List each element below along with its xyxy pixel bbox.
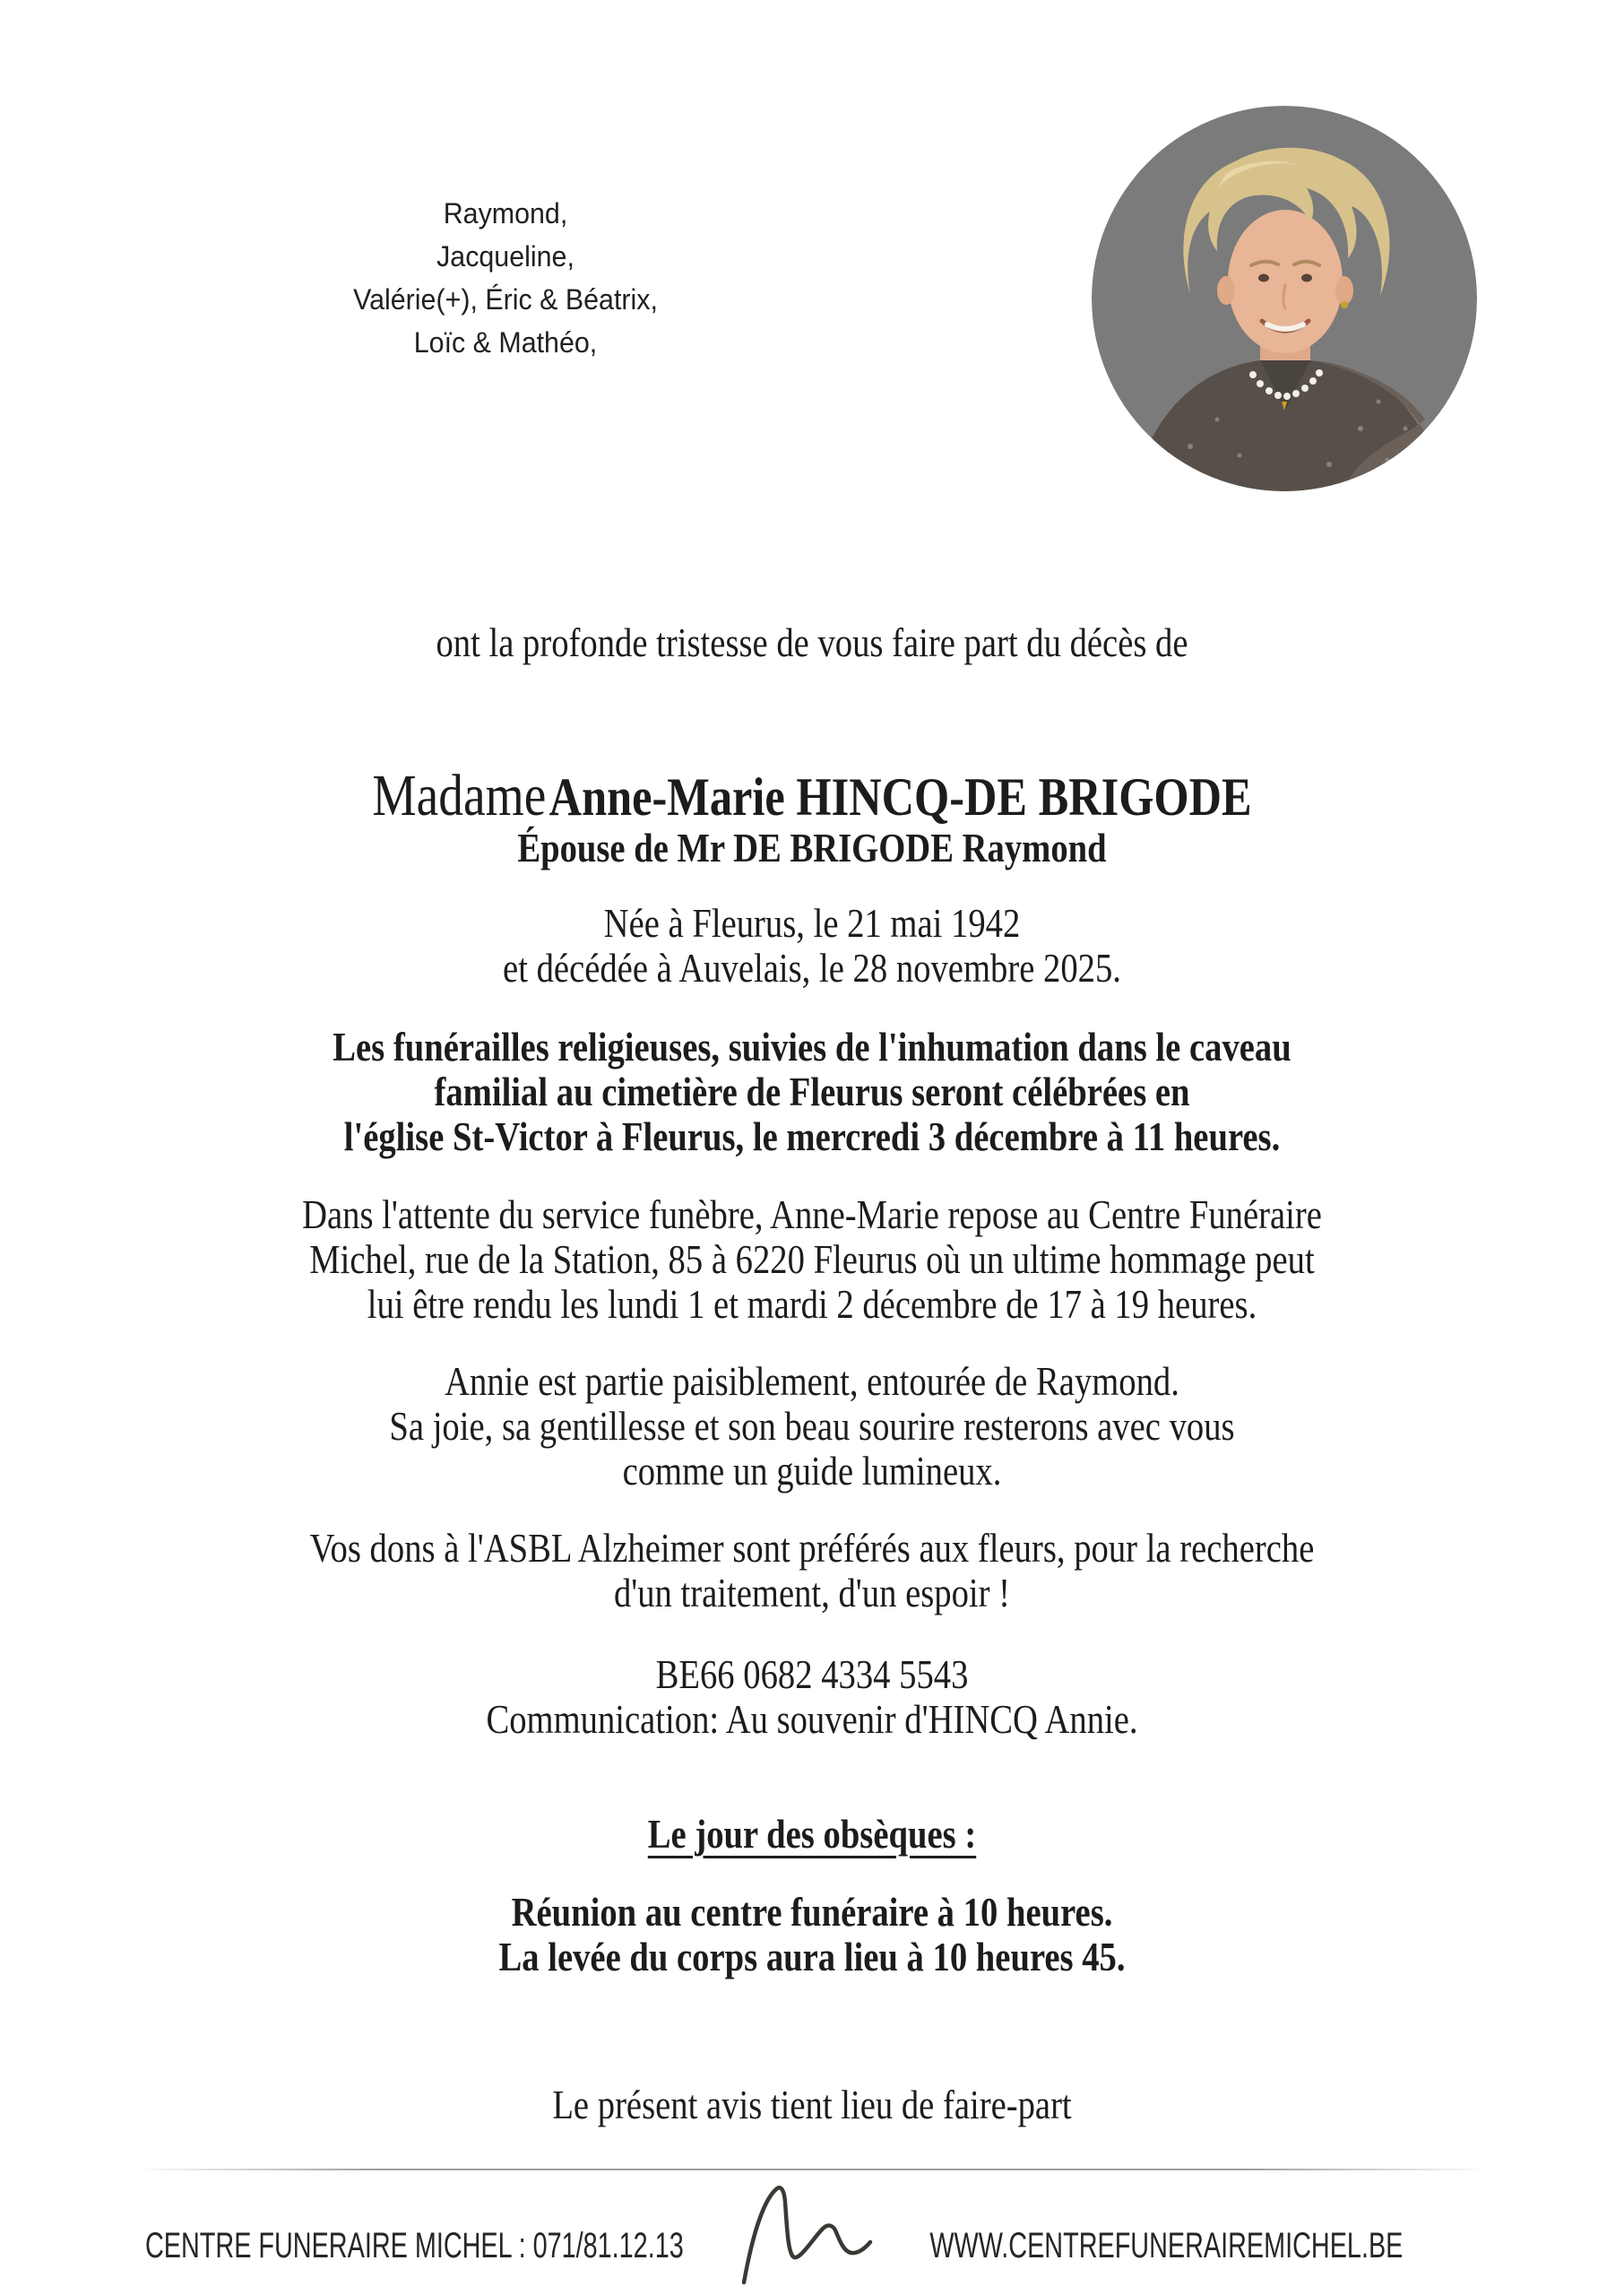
family-names xyxy=(250,192,761,364)
donation-line: Vos dons à l'ASBL Alzheimer sont préférés aux fleurs, pour la recherche xyxy=(309,1525,1315,1571)
ceremony-line: Réunion au centre funéraire à 10 heures. xyxy=(511,1889,1113,1935)
death-line: et décédée à Auvelais, le 28 novembre 2025. xyxy=(503,945,1121,991)
repose-line: Dans l'attente du service funèbre, Anne-Marie repose au Centre Funéraire xyxy=(302,1191,1322,1237)
footer-website: WWW.CENTREFUNERAIREMICHEL.BE xyxy=(929,2226,1403,2265)
signature-m-logo xyxy=(735,2184,887,2286)
funeral-details-block xyxy=(263,1025,1361,1159)
notice-line: Le présent avis tient lieu de faire-part xyxy=(552,2082,1072,2127)
repose-block xyxy=(263,1192,1361,1327)
repose-line: lui être rendu les lundi 1 et mardi 2 décembre de 17 à 19 heures. xyxy=(367,1281,1257,1327)
deceased-title-prefix: Madame xyxy=(372,763,547,828)
donation-account-block xyxy=(263,1652,1361,1742)
family-name-line: Raymond, xyxy=(443,197,568,230)
family-name-line: Loïc & Mathéo, xyxy=(413,326,598,359)
funeral-line: Les funérailles religieuses, suivies de l'inhumation dans le caveau xyxy=(333,1024,1291,1070)
tribute-line: Sa joie, sa gentillesse et son beau sourire resterons avec vous xyxy=(389,1403,1235,1449)
family-name-line: Jacqueline, xyxy=(436,240,574,273)
birth-death-block xyxy=(263,901,1361,991)
funeral-line: familial au cimetière de Fleurus seront célébrées en xyxy=(434,1069,1190,1114)
donation-communication: Communication: Au souvenir d'HINCQ Annie. xyxy=(486,1696,1138,1742)
family-name-line: Valérie(+), Éric & Béatrix, xyxy=(353,283,658,316)
tribute-line: Annie est partie paisiblement, entourée de Raymond. xyxy=(445,1358,1179,1404)
donation-line: d'un traitement, d'un espoir ! xyxy=(613,1570,1011,1615)
ceremony-line: La levée du corps aura lieu à 10 heures 45. xyxy=(498,1934,1126,1979)
bank-account-number: BE66 0682 4334 5543 xyxy=(655,1651,969,1697)
birth-line: Née à Fleurus, le 21 mai 1942 xyxy=(603,900,1021,946)
deceased-name: Anne-Marie HINCQ-DE BRIGODE xyxy=(549,767,1252,827)
footer-contact: CENTRE FUNERAIRE MICHEL : 071/81.12.13 xyxy=(145,2226,684,2265)
tribute-block xyxy=(263,1359,1361,1494)
repose-line: Michel, rue de la Station, 85 à 6220 Fleurus où un ultime hommage peut xyxy=(309,1236,1315,1282)
portrait-illustration xyxy=(1092,106,1477,491)
ceremony-day-heading: Le jour des obsèques : xyxy=(647,1811,977,1857)
ceremony-day-block xyxy=(263,1890,1361,1979)
funeral-line: l'église St-Victor à Fleurus, le mercredi 3 décembre à 11 heures. xyxy=(343,1113,1281,1159)
tribute-line: comme un guide lumineux. xyxy=(622,1448,1002,1494)
spouse-line: Épouse de Mr DE BRIGODE Raymond xyxy=(517,825,1107,870)
footer-divider xyxy=(134,2169,1490,2170)
portrait-photo xyxy=(1092,106,1477,491)
announcement-intro: ont la profonde tristesse de vous faire part du décès de xyxy=(436,619,1188,665)
donation-block xyxy=(263,1526,1361,1615)
